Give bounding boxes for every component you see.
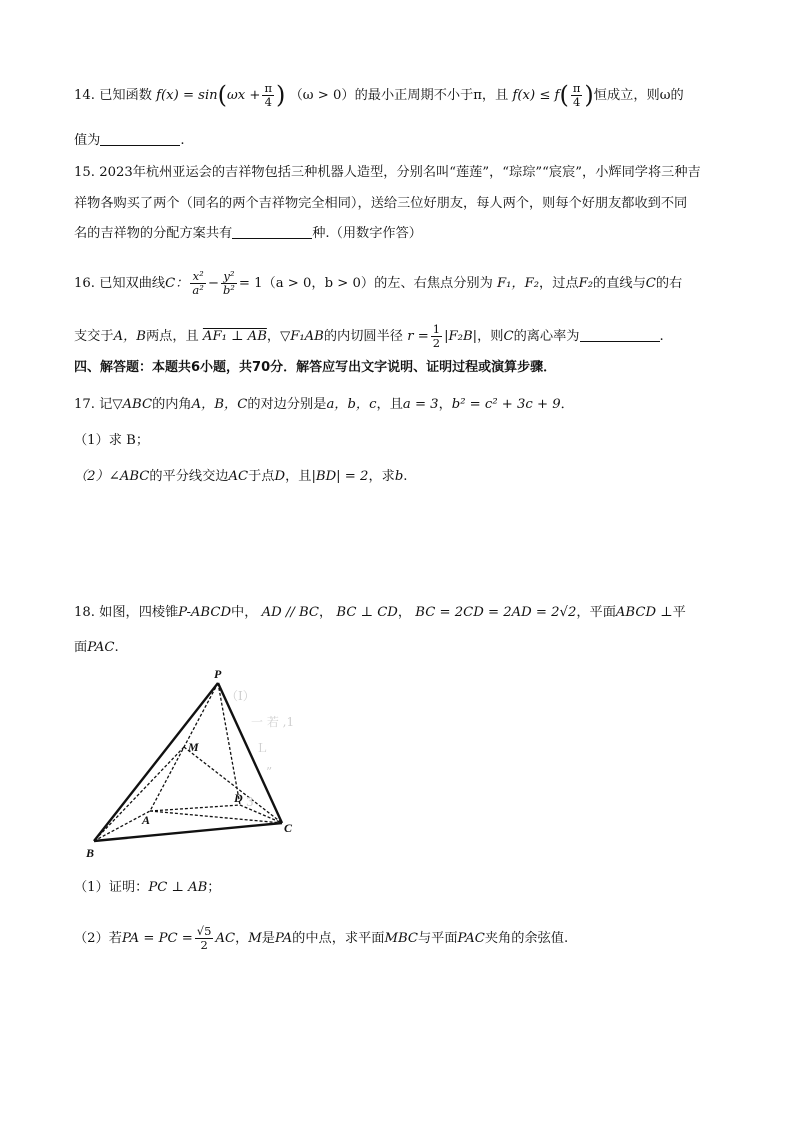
question-18-line-2: 面PAC. [74,640,119,655]
pyramid-diagram [76,665,316,865]
vertex-label-M: M [188,740,199,754]
question-number: 14. [74,88,95,103]
pyramid-figure: （Ⅰ） 一 若 ,1 Ｌ ” 3 P M A D B C [76,665,316,865]
edge-PB [94,683,218,841]
question-18-part-2: （2）若PA = PC = $\frac{√5}{2}$ AC，M是PA的中点，求平面MBC与平面PAC夹角的余弦值. [74,924,569,952]
question-18-part-1: （1）证明：PC ⊥ AB； [74,880,221,895]
question-number: 16. [74,276,95,291]
fraction: $\frac{\pi}{4}$ [264,81,273,109]
question-16-line-2: 支交于A，B两点，且 AF₁ ⊥ AB，▽F₁AB的内切圆半径 r = $\frac{1}{2}$ |F₂B|，则C的离心率为 . [74,322,664,350]
vertex-label-P: P [214,667,222,681]
question-15-line-2: 祥物各购买了两个（同名的两个吉祥物完全相同），送给三位好朋友，每人两个，则每个好朋友都收到不同 [74,196,688,211]
question-number: 15. [74,165,95,180]
answer-blank [580,327,660,342]
question-17-line-1: 17. 记▽ABC的内角A，B，C的对边分别是a，b，c，且a = 3，b² = c² + 3c + 9． [74,397,574,412]
question-14-line-2: 值为 . [74,133,185,148]
question-15-line-1: 15. 2023年杭州亚运会的吉祥物包括三种机器人造型，分别名叫“莲莲”，“琮琮”“宸宸”，小辉同学将三种吉 [74,165,701,180]
edge-MC [184,747,282,823]
fraction: $\frac{\text{x²}}{\text{a²}}$ [192,269,204,297]
fraction: $\frac{\text{y²}}{\text{b²}}$ [222,269,235,297]
vertex-label-C: C [284,821,293,835]
question-15-line-3: 名的吉祥物的分配方案共有 种.（用数字作答） [74,226,422,241]
question-18-line-1: 18. 如图，四棱锥P-ABCD中， AD // BC， BC ⊥ CD， BC = 2CD = 2AD = 2√2，平面ABCD ⊥平 [74,605,686,620]
answer-blank [100,131,180,146]
fraction: $\frac{√5}{2}$ [196,924,212,952]
edge-MB [94,747,184,841]
vertex-label-B: B [86,846,95,860]
vertex-label-A: A [142,813,151,827]
question-17-part-1: （1）求 B； [74,433,150,448]
edge-AC [150,811,282,823]
vertex-label-D: D [234,791,243,805]
edge-AD [150,805,240,811]
question-14-line-1: 14. 已知函数 f(x) = sin(ωx + $\frac{\pi}{4}$ ) （ω > 0）的最小正周期不小于π，且 f(x) ≤ f( $\frac{\pi}{4}$ )恒成立，则ω的 [74,81,684,109]
question-17-part-2: （2）∠ABC的平分线交边AC于点D，且|BD| = 2，求b. [74,469,408,484]
question-16-line-1: 16. 已知双曲线C： $\frac{\text{x²}}{\text{a²}}$ − $\frac{\text{y²}}{\text{b²}}$ = 1（a > 0，b > 0）的左、右焦点分别为 F₁，F₂，过点F₂的直线与C的右 [74,269,683,297]
answer-blank [232,224,312,239]
section-heading: 四、解答题：本题共6小题，共70分．解答应写出文字说明、证明过程或演算步骤． [74,360,557,375]
